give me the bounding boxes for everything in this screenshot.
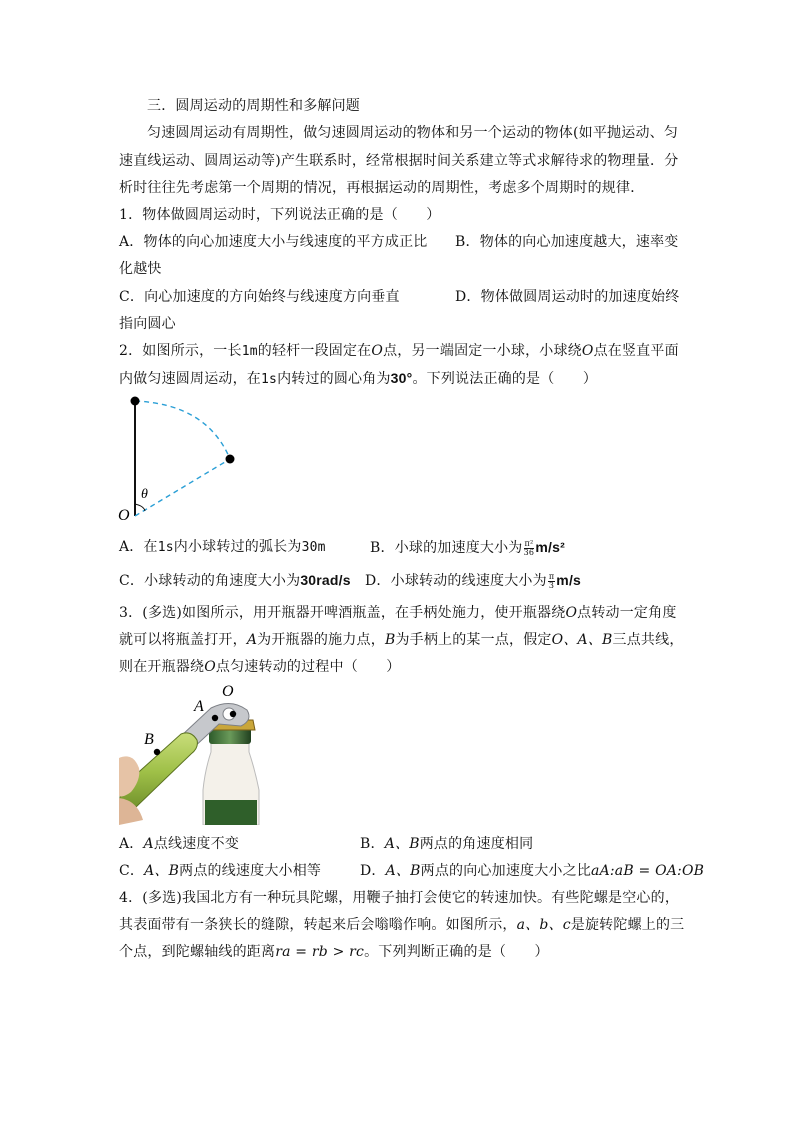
q2-option-a: A．在1s内小球转过的弧长为30m — [119, 539, 326, 555]
rotated-rod-line — [135, 459, 230, 516]
o-label: O — [118, 507, 130, 524]
q1-option-d-cont: 指向圆心 — [119, 316, 176, 332]
q1-option-a: A．物体的向心加速度大小与线速度的平方成正比 — [119, 234, 428, 250]
q3-option-b: B．A、B两点的角速度相同 — [360, 836, 534, 852]
o-label: O — [222, 683, 234, 700]
q4-stem-line-2: 其表面带有一条狭长的缝隙，转起来后会嗡嗡作响。如图所示，a、b、c是旋转陀螺上的三 — [119, 917, 685, 933]
ball-start — [131, 397, 140, 406]
q2-rod-diagram — [112, 390, 252, 530]
bottle-body — [205, 800, 257, 825]
q3-stem-line-1: 3．(多选)如图所示，用开瓶器开啤酒瓶盖，在手柄处施力，使开瓶器绕O点转动一定角度 — [119, 605, 677, 621]
q1-option-d: D．物体做圆周运动时的加速度始终 — [455, 289, 680, 305]
intro-line-2: 速直线运动、圆周运动等)产生联系时，经常根据时间关系建立等式求解待求的物理量．分 — [119, 153, 679, 169]
q3-option-d: D．A、B两点的向心加速度大小之比aA:aB = OA:OB — [360, 863, 705, 879]
q4-stem-line-1: 4．(多选)我国北方有一种玩具陀螺，用鞭子抽打会使它的转速加快。有些陀螺是空心的， — [119, 890, 680, 906]
point-o — [230, 711, 236, 717]
ball-end — [226, 455, 235, 464]
q3-stem-line-3: 则在开瓶器绕O点匀速转动的过程中（ ） — [119, 659, 401, 675]
arc-path — [135, 401, 230, 459]
point-b — [154, 749, 160, 755]
q1-option-c: C．向心加速度的方向始终与线速度方向垂直 — [119, 289, 400, 305]
section-heading: 三．圆周运动的周期性和多解问题 — [147, 98, 360, 114]
q2-stem-line-1: 2．如图所示，一长1m的轻杆一段固定在O点，另一端固定一小球，小球绕O点在竖直平面 — [119, 343, 679, 359]
q3-option-a: A．A点线速度不变 — [119, 836, 240, 852]
angle-arc — [135, 504, 145, 511]
q2-option-d: D．小球转动的线速度大小为 $\frac{\pi}{3}$ m/s — [365, 571, 582, 590]
b-label: B — [144, 731, 154, 748]
a-label: A — [194, 698, 204, 715]
q2-d-fraction: $\frac{\pi}{3}$ — [548, 571, 555, 590]
q1-stem: 1．物体做圆周运动时，下列说法正确的是（ ） — [119, 207, 441, 223]
q3-bottle-opener-photo — [119, 680, 284, 825]
q4-stem-line-3: 个点，到陀螺轴线的距离ra = rb > rc。下列判断正确的是（ ） — [119, 944, 549, 960]
q2-option-c: C．小球转动的角速度大小为30rad/s — [119, 572, 351, 589]
q3-option-c: C．A、B两点的线速度大小相等 — [119, 863, 322, 879]
q3-stem-line-2: 就可以将瓶盖打开，A为开瓶器的施力点，B为手柄上的某一点，假定O、A、B三点共线， — [119, 632, 684, 648]
point-a — [212, 715, 218, 721]
q2-b-fraction: $\frac{\text{π²}}{36}$ — [523, 538, 535, 557]
q1-option-b: B．物体的向心加速度越大，速率变 — [455, 234, 679, 250]
q2-stem-line-2: 内做匀速圆周运动，在1s内转过的圆心角为30°。下列说法正确的是（ ） — [119, 370, 598, 387]
q2-option-b: B．小球的加速度大小为 $\frac{\text{π²}}{36}$ m/s² — [370, 538, 565, 557]
theta-label: θ — [141, 487, 148, 502]
intro-line-1: 匀速圆周运动有周期性，做匀速圆周运动的物体和另一个运动的物体(如平抛运动、匀 — [147, 125, 679, 141]
intro-line-3: 析时往往先考虑第一个周期的情况，再根据运动的周期性，考虑多个周期时的规律． — [119, 180, 645, 196]
q1-option-b-cont: 化越快 — [119, 261, 162, 277]
